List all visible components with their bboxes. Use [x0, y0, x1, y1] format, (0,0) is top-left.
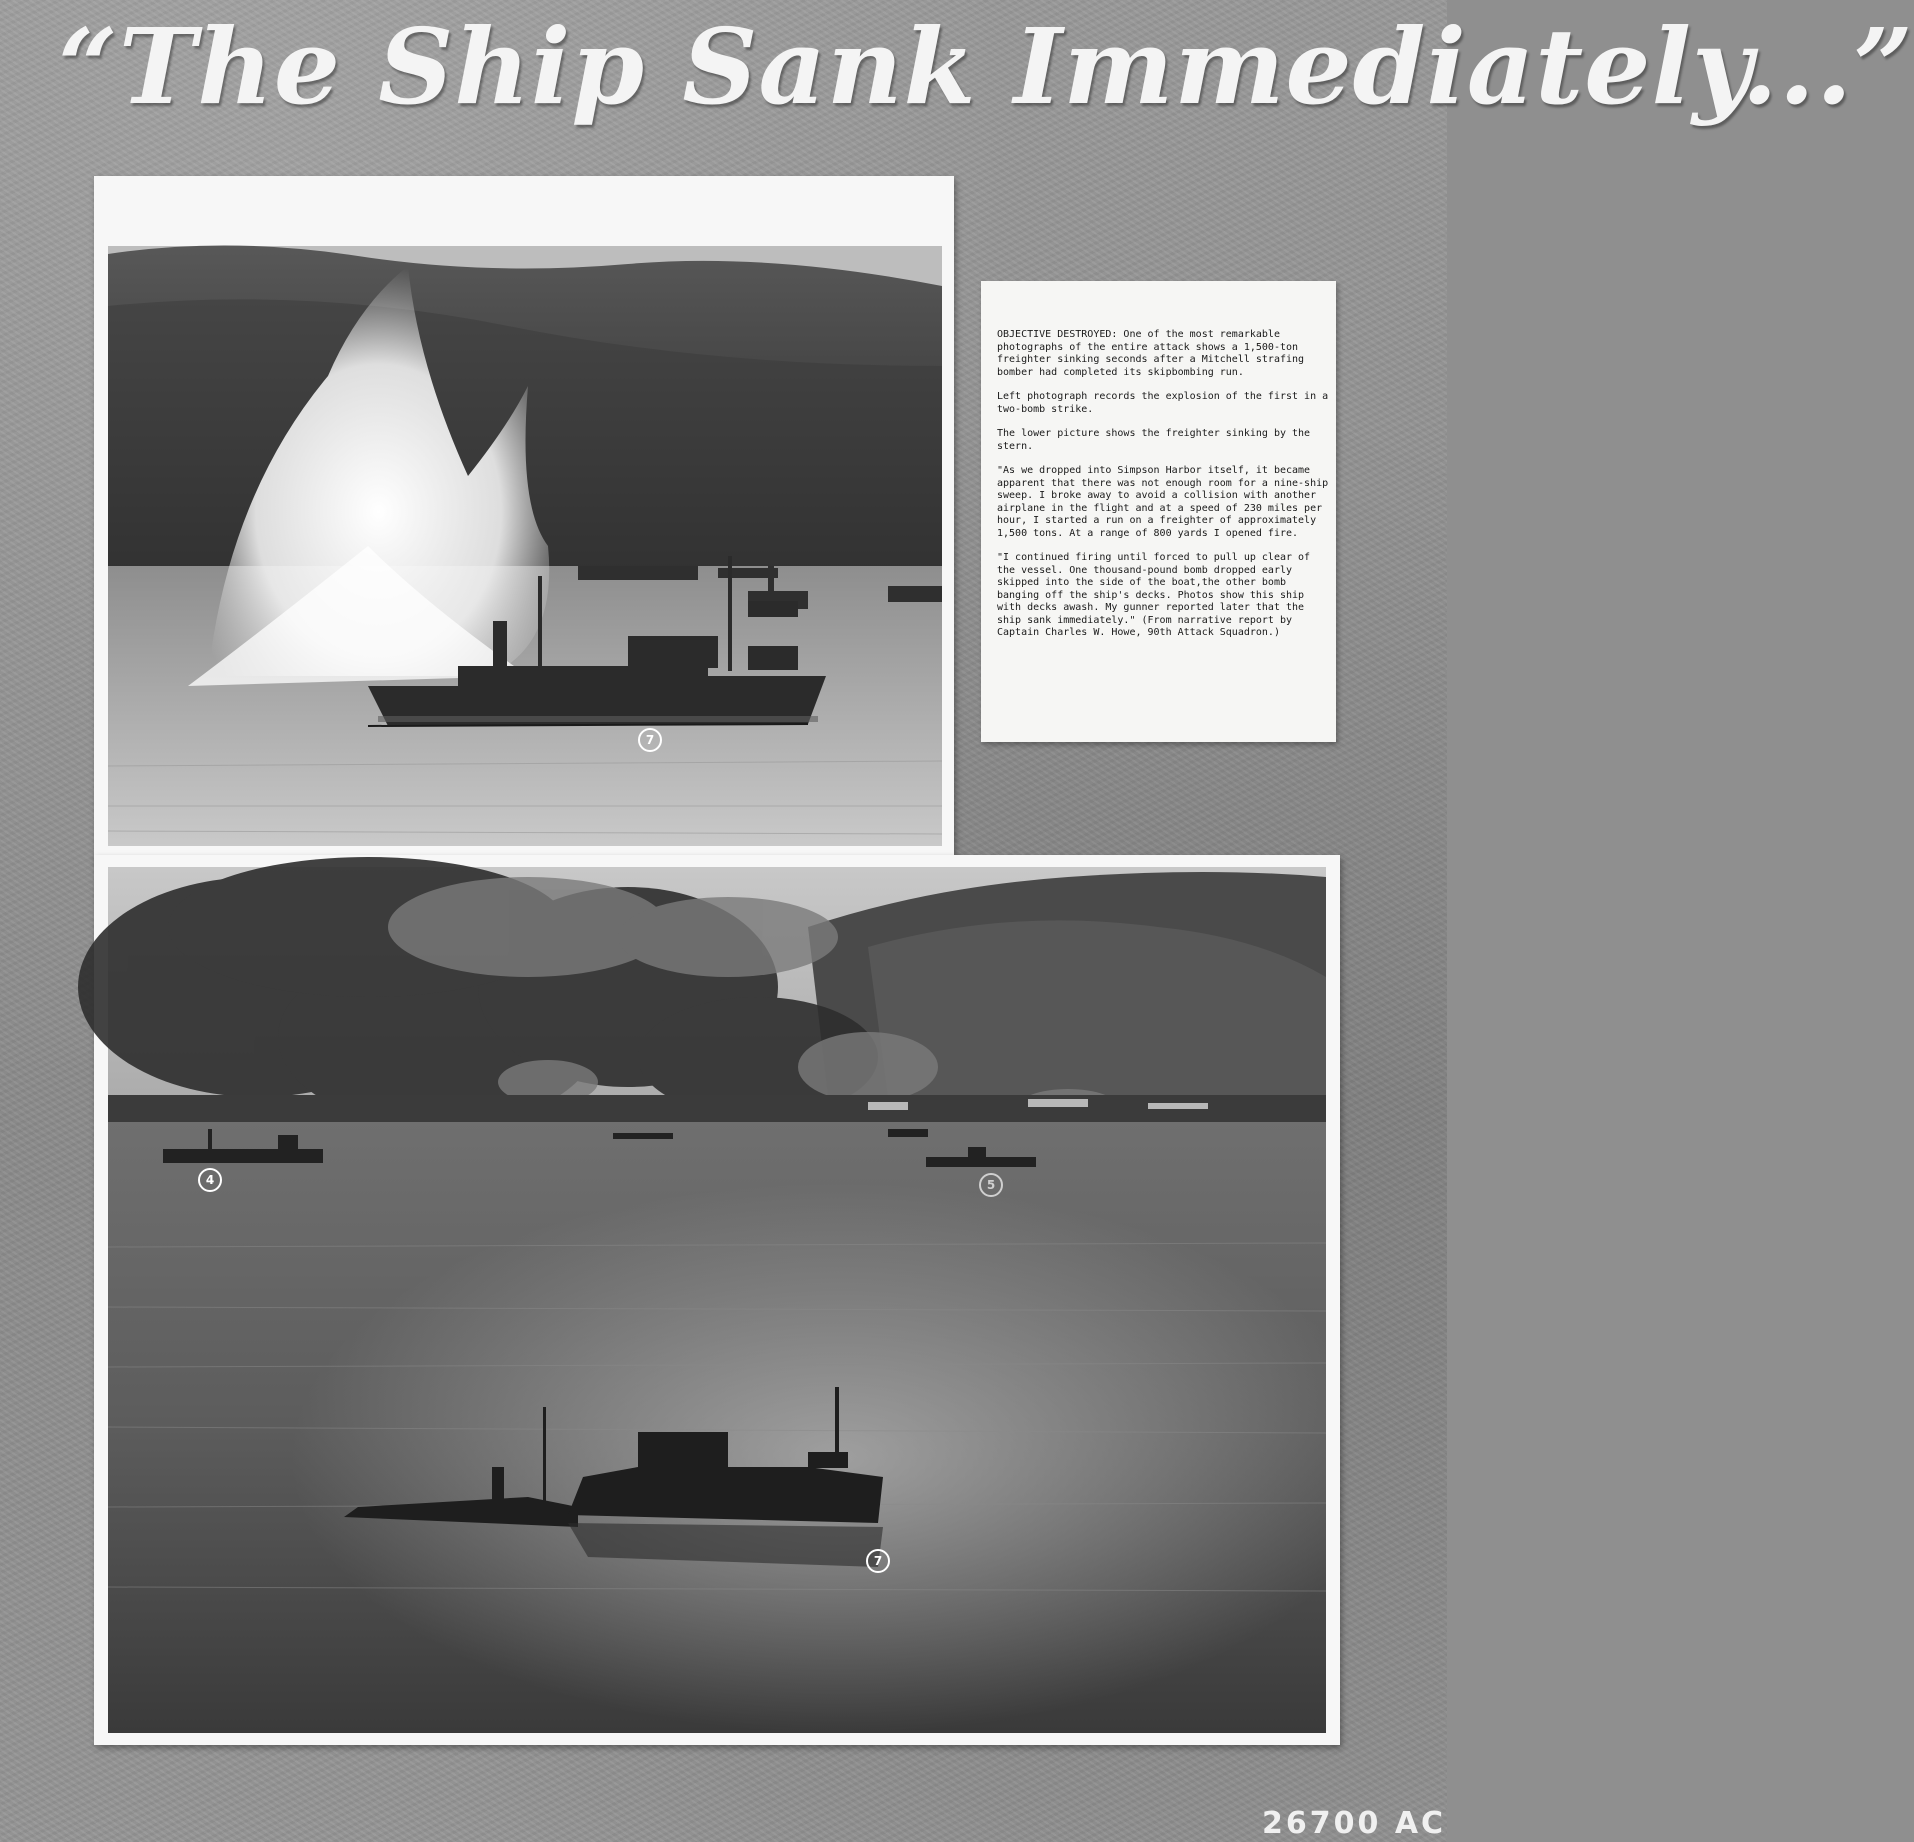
caption-card: [981, 281, 1336, 742]
caption-paragraph-2: Left photograph records the explosion of the first in a two-bomb strike.: [997, 391, 1329, 415]
caption-paragraph-5: "I continued firing until forced to pull up clear of the vessel. One thousand-pound bomb dropped early skipped into the side of the boat,the other bomb banging off the ship's decks. Photos show this ship with decks awash. My gunner reported later that the ship sank immediately." (From narrative report by Captain Charles W. Howe, 90th Attack Squadron.): [997, 552, 1311, 638]
ship-marker-7-top: 7: [638, 728, 662, 752]
ship-marker-5: 5: [979, 1173, 1003, 1197]
harbor-sinking-photo: [108, 867, 1326, 1733]
caption-paragraph-4: "As we dropped into Simpson Harbor itself, it became apparent that there was not enough room for a nine-ship sweep. I broke away to avoid a collision with another airplane in the flight and at a speed of 230 miles per hour, I started a run on a freighter of approximately 1,500 tons. At a range of 800 yards I opened fire.: [997, 465, 1329, 539]
harbor-sinking-illustration: [108, 867, 1326, 1733]
bomb-explosion-photo: [108, 246, 942, 846]
bomb-explosion-illustration: [108, 246, 942, 846]
negative-number-stamp: 26700 AC: [1262, 1806, 1447, 1841]
ship-marker-7-bottom: 7: [866, 1549, 890, 1573]
caption-text: [997, 329, 1329, 652]
top-photo-print: [94, 176, 954, 860]
ship-marker-4: 4: [198, 1168, 222, 1192]
caption-paragraph-1: OBJECTIVE DESTROYED: One of the most remarkable photographs of the entire attack shows a 1,500-ton freighter sinking seconds after a Mitchell strafing bomber had completed its skipbombing run.: [997, 329, 1305, 378]
caption-paragraph-3: The lower picture shows the freighter sinking by the stern.: [997, 428, 1311, 452]
bottom-photo-print: [94, 855, 1340, 1745]
headline: “The Ship Sank Immediately...”: [58, 5, 1914, 128]
